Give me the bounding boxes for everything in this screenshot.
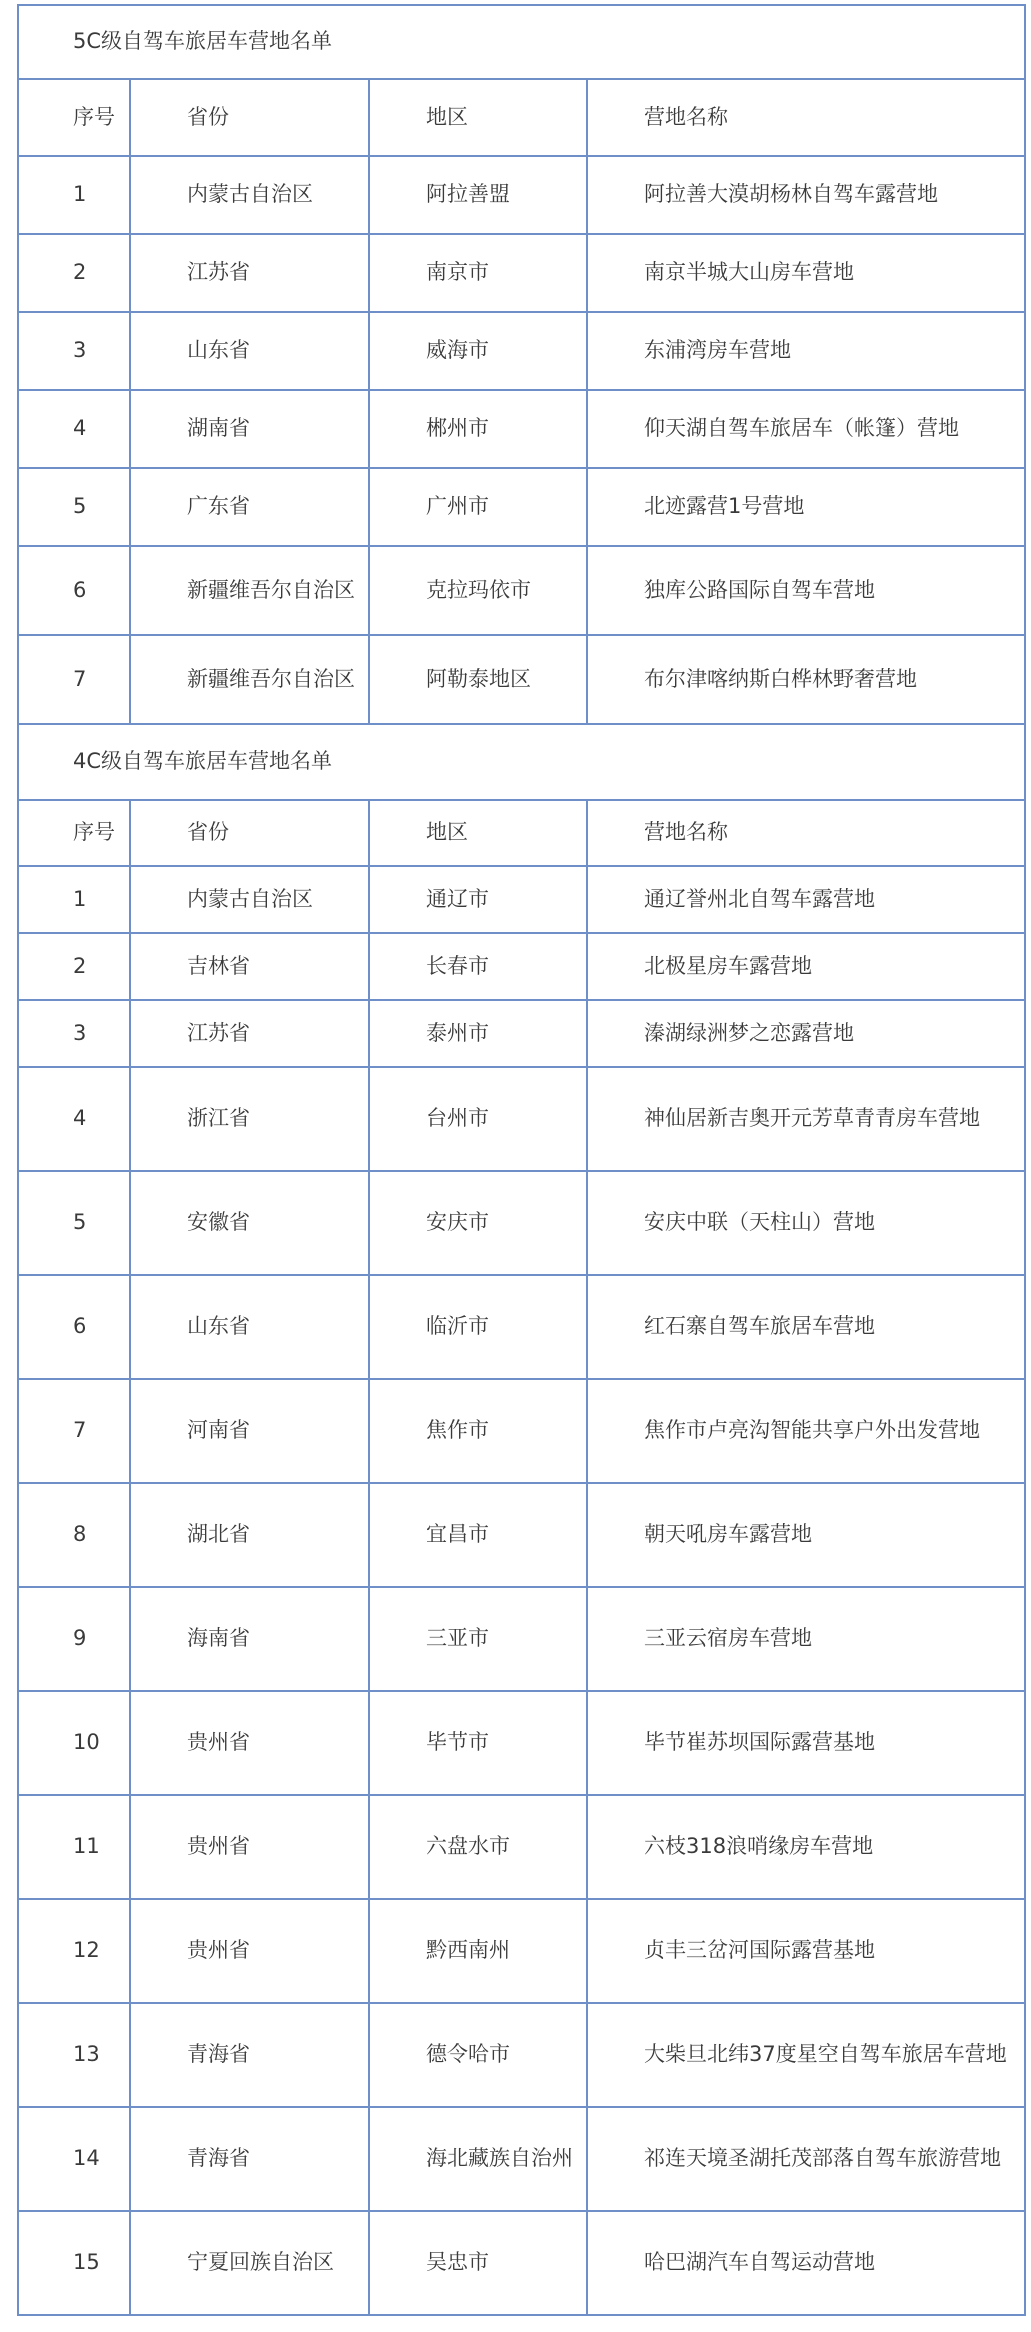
table-row: [18, 312, 1025, 390]
cell-province: 新疆维吾尔自治区: [130, 546, 369, 635]
cell-camp-name: 北迹露营1号营地: [587, 468, 1025, 546]
cell-seq: 12: [18, 1899, 130, 2003]
cell-region: 阿勒泰地区: [369, 635, 587, 724]
cell-province: 贵州省: [130, 1899, 369, 2003]
cell-region: 海北藏族自治州: [369, 2107, 587, 2211]
table-row: [18, 933, 1025, 1000]
cell-province: 海南省: [130, 1587, 369, 1691]
cell-camp-name: 独库公路国际自驾车营地: [587, 546, 1025, 635]
cell-region: 郴州市: [369, 390, 587, 468]
cell-province: 吉林省: [130, 933, 369, 1000]
header-region: 地区: [369, 79, 587, 156]
cell-province: 湖南省: [130, 390, 369, 468]
table-row: [18, 1587, 1025, 1691]
cell-region: 克拉玛依市: [369, 546, 587, 635]
cell-province: 安徽省: [130, 1171, 369, 1275]
cell-seq: 1: [18, 866, 130, 933]
cell-province: 新疆维吾尔自治区: [130, 635, 369, 724]
table-row: [18, 1067, 1025, 1171]
table-row: [18, 390, 1025, 468]
table-body: [18, 5, 1025, 2315]
cell-camp-name: 大柴旦北纬37度星空自驾车旅居车营地: [587, 2003, 1025, 2107]
table-row: [18, 1795, 1025, 1899]
header-camp-name: 营地名称: [587, 800, 1025, 866]
cell-seq: 8: [18, 1483, 130, 1587]
cell-camp-name: 贞丰三岔河国际露营基地: [587, 1899, 1025, 2003]
cell-region: 德令哈市: [369, 2003, 587, 2107]
cell-province: 宁夏回族自治区: [130, 2211, 369, 2315]
table-row: [18, 2211, 1025, 2315]
cell-province: 内蒙古自治区: [130, 866, 369, 933]
cell-seq: 6: [18, 1275, 130, 1379]
cell-province: 贵州省: [130, 1691, 369, 1795]
cell-camp-name: 布尔津喀纳斯白桦林野奢营地: [587, 635, 1025, 724]
table-row: [18, 546, 1025, 635]
table-header-row: [18, 79, 1025, 156]
cell-province: 贵州省: [130, 1795, 369, 1899]
cell-seq: 7: [18, 635, 130, 724]
cell-camp-name: 毕节崔苏坝国际露营基地: [587, 1691, 1025, 1795]
cell-province: 河南省: [130, 1379, 369, 1483]
cell-region: 吴忠市: [369, 2211, 587, 2315]
table-row: [18, 1275, 1025, 1379]
cell-region: 威海市: [369, 312, 587, 390]
header-camp-name: 营地名称: [587, 79, 1025, 156]
cell-province: 青海省: [130, 2003, 369, 2107]
header-province: 省份: [130, 800, 369, 866]
cell-province: 江苏省: [130, 1000, 369, 1067]
cell-seq: 6: [18, 546, 130, 635]
cell-seq: 1: [18, 156, 130, 234]
cell-camp-name: 神仙居新吉奥开元芳草青青房车营地: [587, 1067, 1025, 1171]
cell-seq: 9: [18, 1587, 130, 1691]
section-title: 5C级自驾车旅居车营地名单: [18, 5, 1025, 79]
cell-seq: 13: [18, 2003, 130, 2107]
cell-province: 广东省: [130, 468, 369, 546]
cell-camp-name: 红石寨自驾车旅居车营地: [587, 1275, 1025, 1379]
table-row: [18, 234, 1025, 312]
header-seq: 序号: [18, 800, 130, 866]
table-row: [18, 1171, 1025, 1275]
cell-province: 江苏省: [130, 234, 369, 312]
cell-seq: 4: [18, 390, 130, 468]
cell-region: 焦作市: [369, 1379, 587, 1483]
cell-seq: 4: [18, 1067, 130, 1171]
cell-camp-name: 溱湖绿洲梦之恋露营地: [587, 1000, 1025, 1067]
cell-region: 宜昌市: [369, 1483, 587, 1587]
cell-region: 临沂市: [369, 1275, 587, 1379]
cell-seq: 2: [18, 234, 130, 312]
cell-region: 广州市: [369, 468, 587, 546]
table-row: [18, 1483, 1025, 1587]
cell-camp-name: 北极星房车露营地: [587, 933, 1025, 1000]
cell-province: 内蒙古自治区: [130, 156, 369, 234]
table-row: [18, 1379, 1025, 1483]
cell-camp-name: 仰天湖自驾车旅居车（帐篷）营地: [587, 390, 1025, 468]
cell-region: 三亚市: [369, 1587, 587, 1691]
cell-camp-name: 朝天吼房车露营地: [587, 1483, 1025, 1587]
cell-region: 台州市: [369, 1067, 587, 1171]
table-row: [18, 866, 1025, 933]
cell-seq: 3: [18, 312, 130, 390]
cell-region: 阿拉善盟: [369, 156, 587, 234]
cell-region: 通辽市: [369, 866, 587, 933]
cell-seq: 7: [18, 1379, 130, 1483]
table-row: [18, 156, 1025, 234]
cell-camp-name: 祁连天境圣湖托茂部落自驾车旅游营地: [587, 2107, 1025, 2211]
cell-region: 黔西南州: [369, 1899, 587, 2003]
cell-region: 六盘水市: [369, 1795, 587, 1899]
cell-camp-name: 三亚云宿房车营地: [587, 1587, 1025, 1691]
cell-seq: 14: [18, 2107, 130, 2211]
cell-region: 南京市: [369, 234, 587, 312]
table-header-row: [18, 800, 1025, 866]
table-row: [18, 635, 1025, 724]
cell-camp-name: 阿拉善大漠胡杨林自驾车露营地: [587, 156, 1025, 234]
section-title-row: [18, 724, 1025, 800]
cell-seq: 5: [18, 468, 130, 546]
table-row: [18, 2107, 1025, 2211]
cell-province: 山东省: [130, 1275, 369, 1379]
cell-seq: 2: [18, 933, 130, 1000]
header-seq: 序号: [18, 79, 130, 156]
cell-camp-name: 安庆中联（天柱山）营地: [587, 1171, 1025, 1275]
cell-province: 浙江省: [130, 1067, 369, 1171]
cell-province: 青海省: [130, 2107, 369, 2211]
cell-seq: 11: [18, 1795, 130, 1899]
cell-region: 安庆市: [369, 1171, 587, 1275]
header-province: 省份: [130, 79, 369, 156]
campsite-list-table: [17, 4, 1026, 2316]
table-row: [18, 1691, 1025, 1795]
cell-camp-name: 通辽誉州北自驾车露营地: [587, 866, 1025, 933]
cell-province: 山东省: [130, 312, 369, 390]
cell-province: 湖北省: [130, 1483, 369, 1587]
cell-region: 长春市: [369, 933, 587, 1000]
cell-camp-name: 东浦湾房车营地: [587, 312, 1025, 390]
cell-seq: 3: [18, 1000, 130, 1067]
section-title: 4C级自驾车旅居车营地名单: [18, 724, 1025, 800]
cell-seq: 5: [18, 1171, 130, 1275]
cell-seq: 10: [18, 1691, 130, 1795]
table-row: [18, 2003, 1025, 2107]
cell-seq: 15: [18, 2211, 130, 2315]
cell-region: 毕节市: [369, 1691, 587, 1795]
cell-region: 泰州市: [369, 1000, 587, 1067]
cell-camp-name: 南京半城大山房车营地: [587, 234, 1025, 312]
header-region: 地区: [369, 800, 587, 866]
table-row: [18, 468, 1025, 546]
table-row: [18, 1000, 1025, 1067]
table-row: [18, 1899, 1025, 2003]
cell-camp-name: 哈巴湖汽车自驾运动营地: [587, 2211, 1025, 2315]
section-title-row: [18, 5, 1025, 79]
cell-camp-name: 六枝318浪哨缘房车营地: [587, 1795, 1025, 1899]
cell-camp-name: 焦作市卢亮沟智能共享户外出发营地: [587, 1379, 1025, 1483]
